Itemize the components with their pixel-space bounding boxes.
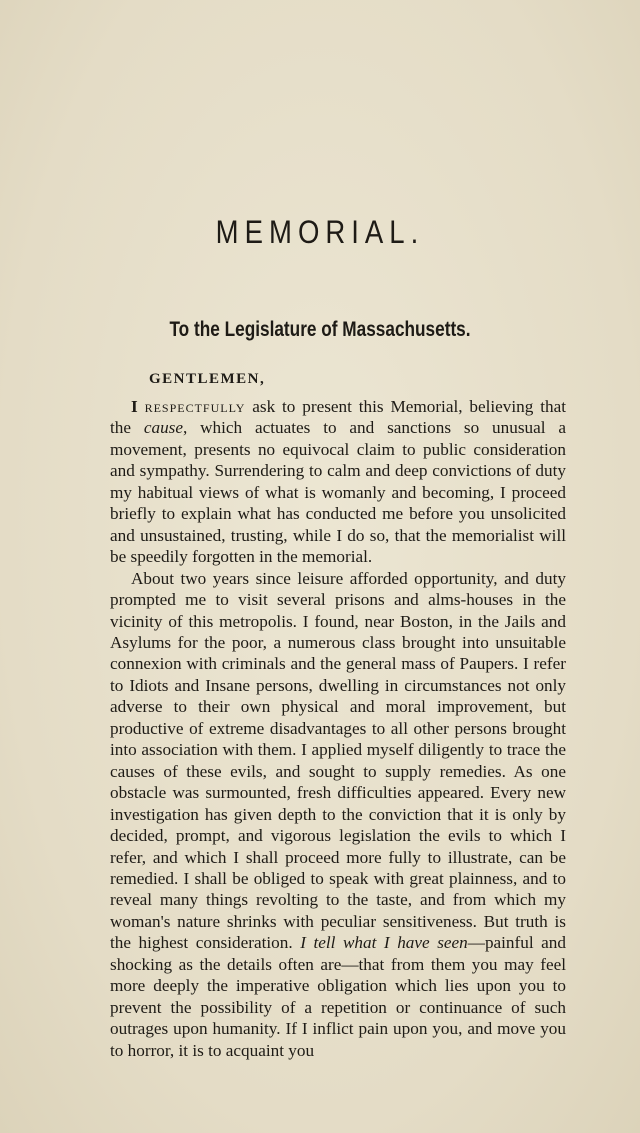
italic-cause: cause [143, 418, 183, 438]
paragraph-1-text-b: , which actuates to and sanctions so unusual a movement, presents no equivocal claim to public consideration and sympathy. Surrendering to calm and deep convictions of duty my habitual views of what is womanly and becoming, I proceed briefly to explain what has conducted me before you unsolicited and unsustained, trusting, while I do so, that the memorialist will be speedily forgotten in the memorial. [110, 418, 566, 567]
memorial-body [110, 396, 566, 1061]
salutation: GENTLEMEN, [149, 371, 266, 387]
paragraph-2-text-a: About two years since leisure afforded opportunity, and duty prompted me to visit several prisons and alms-houses in the vicinity of this metropolis. I found, near Boston, in the Jails and Asylums for the poor, a numerous class brought into unsuitable connexion with criminals and the general mass of Paupers. I refer to Idiots and Insane persons, dwelling in circumstances not only adverse to their own physical and moral improvement, but productive of extreme disadvantages to all other persons brought into association with them. I applied myself diligently to trace the causes of these evils, and sought to supply remedies. As one obstacle was surmounted, fresh difficulties appeared. Every new investigation has given depth to the conviction that it is only by decided, prompt, and vigorous legislation the evils to which I refer, and which I shall proceed more fully to illustrate, can be remedied. I shall be obliged to speak with great plainness, and to reveal many things revolting to the taste, and from which my woman's nature shrinks with peculiar sensitiveness. But truth is the highest consideration. [110, 568, 566, 953]
memorial-title: MEMORIAL. [215, 214, 425, 250]
address-heading: To the Legislature of Massachusetts. [169, 318, 471, 341]
italic-emphasis: I tell what I have seen [300, 933, 468, 953]
paragraph-1 [110, 396, 566, 568]
paragraph-1-text-a: ask to present this Memorial, believing that the [110, 397, 566, 438]
paragraph-2-text-b: —painful and shocking as the details often are—that from them you may feel more deeply the imperative obligation which lies upon you to prevent the possibility of a repetition or continuance of such outrages upon humanity. If I inflict pain upon you, and move you to horror, it is to acquaint you [110, 933, 566, 1060]
initial-letter: I [131, 397, 138, 416]
small-caps-word: respectfully [144, 397, 246, 416]
paragraph-2 [110, 568, 566, 1061]
